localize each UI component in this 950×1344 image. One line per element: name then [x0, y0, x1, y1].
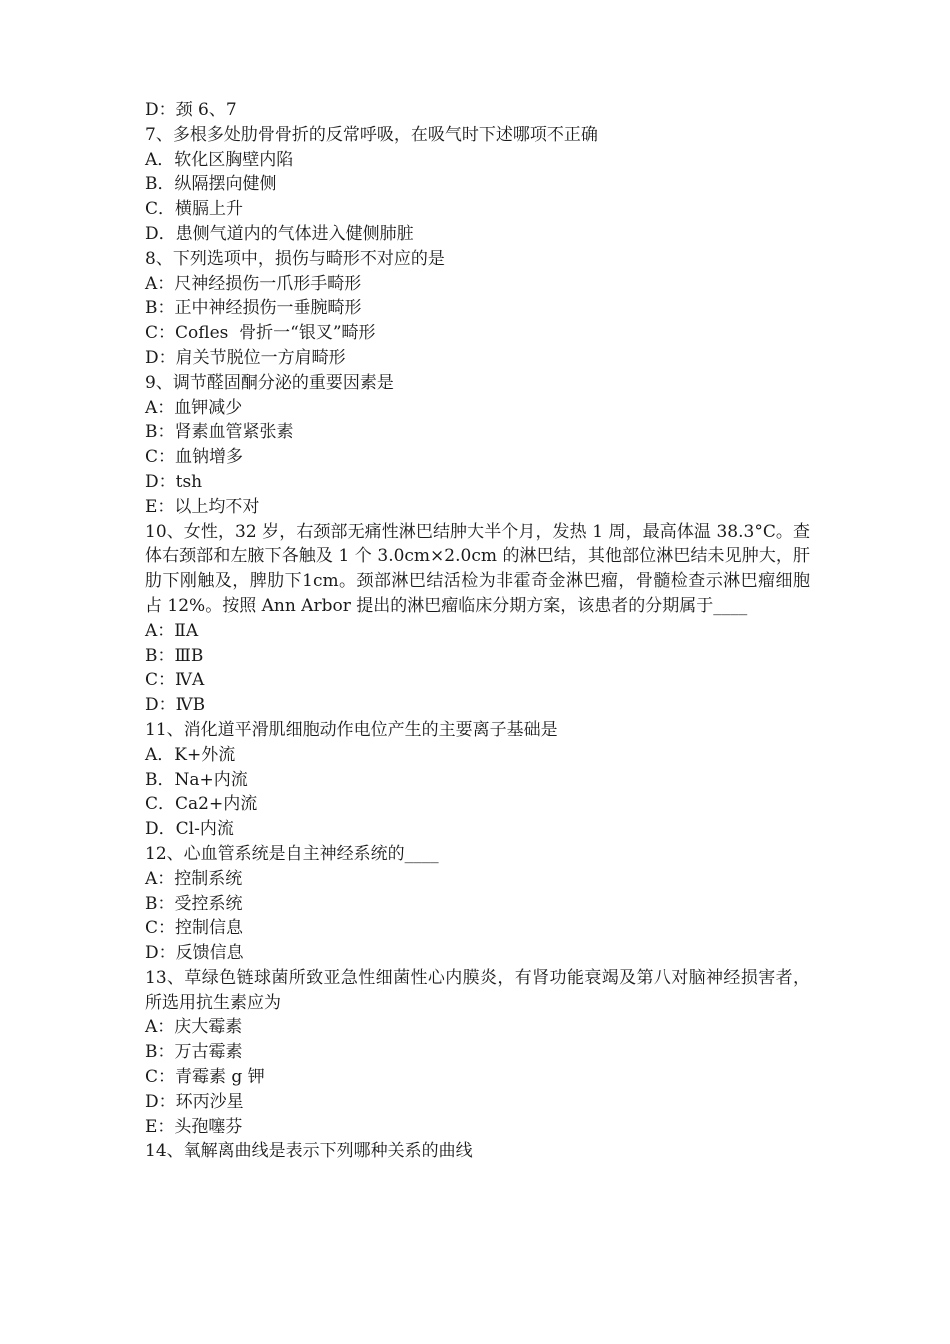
q7-option-a: A．软化区胸壁内陷 — [145, 149, 294, 170]
q9-question: 9、调节醛固酮分泌的重要因素是 — [145, 372, 394, 393]
q13-option-e: E：头孢噻芬 — [145, 1116, 243, 1137]
q7-question: 7、多根多处肋骨骨折的反常呼吸，在吸气时下述哪项不正确 — [145, 124, 598, 145]
q7-option-b: B．纵隔摆向健侧 — [145, 174, 277, 195]
q8-option-b: B：正中神经损伤一垂腕畸形 — [145, 298, 362, 319]
q12-option-d: D：反馈信息 — [145, 943, 244, 964]
q8-option-c: C：Cofles 骨折一“银叉”畸形 — [145, 323, 376, 344]
q10-option-d: D：ⅣB — [145, 695, 206, 716]
q13-option-d: D：环丙沙星 — [145, 1091, 244, 1112]
q11-option-c: C．Ca2+内流 — [145, 794, 258, 815]
q6-option-d: D：颈 6、7 — [145, 100, 237, 120]
q11-option-b: B．Na+内流 — [145, 769, 248, 790]
q9-option-d: D：tsh — [145, 471, 203, 492]
q10-question: 10、女性，32 岁，右颈部无痛性淋巴结肿大半个月，发热 1 周，最高体温 38.3°C。查体右颈部和左腋下各触及 1 个 3.0cm×2.0cm 的淋巴结，其他部位淋巴结未见肿大，肝肋下刚触及，脾肋下1cm。颈部淋巴结活检为非霍奇金淋巴瘤，骨髓检查示淋巴瘤细胞占 12%。按照 Ann Arbor 提出的淋巴瘤临床分期方案，该患者的分期属于____ — [145, 521, 810, 616]
q9-option-b: B：肾素血管紧张素 — [145, 422, 294, 443]
q12-question: 12、心血管系统是自主神经系统的____ — [145, 843, 439, 864]
q8-question: 8、下列选项中，损伤与畸形不对应的是 — [145, 248, 445, 269]
q9-option-e: E：以上均不对 — [145, 496, 260, 517]
q14-question: 14、氧解离曲线是表示下列哪种关系的曲线 — [145, 1141, 473, 1162]
q11-option-d: D．Cl-内流 — [145, 819, 234, 840]
q13-question: 13、草绿色链球菌所致亚急性细菌性心内膜炎，有肾功能衰竭及第八对脑神经损害者，所选用抗生素应为 — [145, 967, 810, 1013]
q12-option-b: B：受控系统 — [145, 893, 243, 914]
q12-option-c: C：控制信息 — [145, 918, 244, 939]
q11-option-a: A．K+外流 — [145, 744, 236, 765]
q12-option-a: A：控制系统 — [145, 868, 243, 889]
q10-option-c: C：ⅣA — [145, 670, 205, 691]
q7-option-d: D．患侧气道内的气体进入健侧肺脏 — [145, 223, 414, 244]
q10-option-a: A：ⅡA — [145, 620, 199, 641]
q13-option-b: B：万古霉素 — [145, 1042, 243, 1063]
q8-option-a: A：尺神经损伤一爪形手畸形 — [145, 273, 362, 294]
document-body — [145, 98, 810, 1164]
q9-option-a: A：血钾减少 — [145, 397, 243, 418]
q8-option-d: D：肩关节脱位一方肩畸形 — [145, 347, 346, 368]
q13-option-a: A：庆大霉素 — [145, 1017, 243, 1038]
q9-option-c: C：血钠增多 — [145, 447, 244, 468]
q7-option-c: C．横膈上升 — [145, 199, 244, 220]
q11-question: 11、消化道平滑肌细胞动作电位产生的主要离子基础是 — [145, 719, 558, 740]
q10-option-b: B：ⅢB — [145, 645, 204, 666]
q13-option-c: C：青霉素 g 钾 — [145, 1067, 265, 1088]
